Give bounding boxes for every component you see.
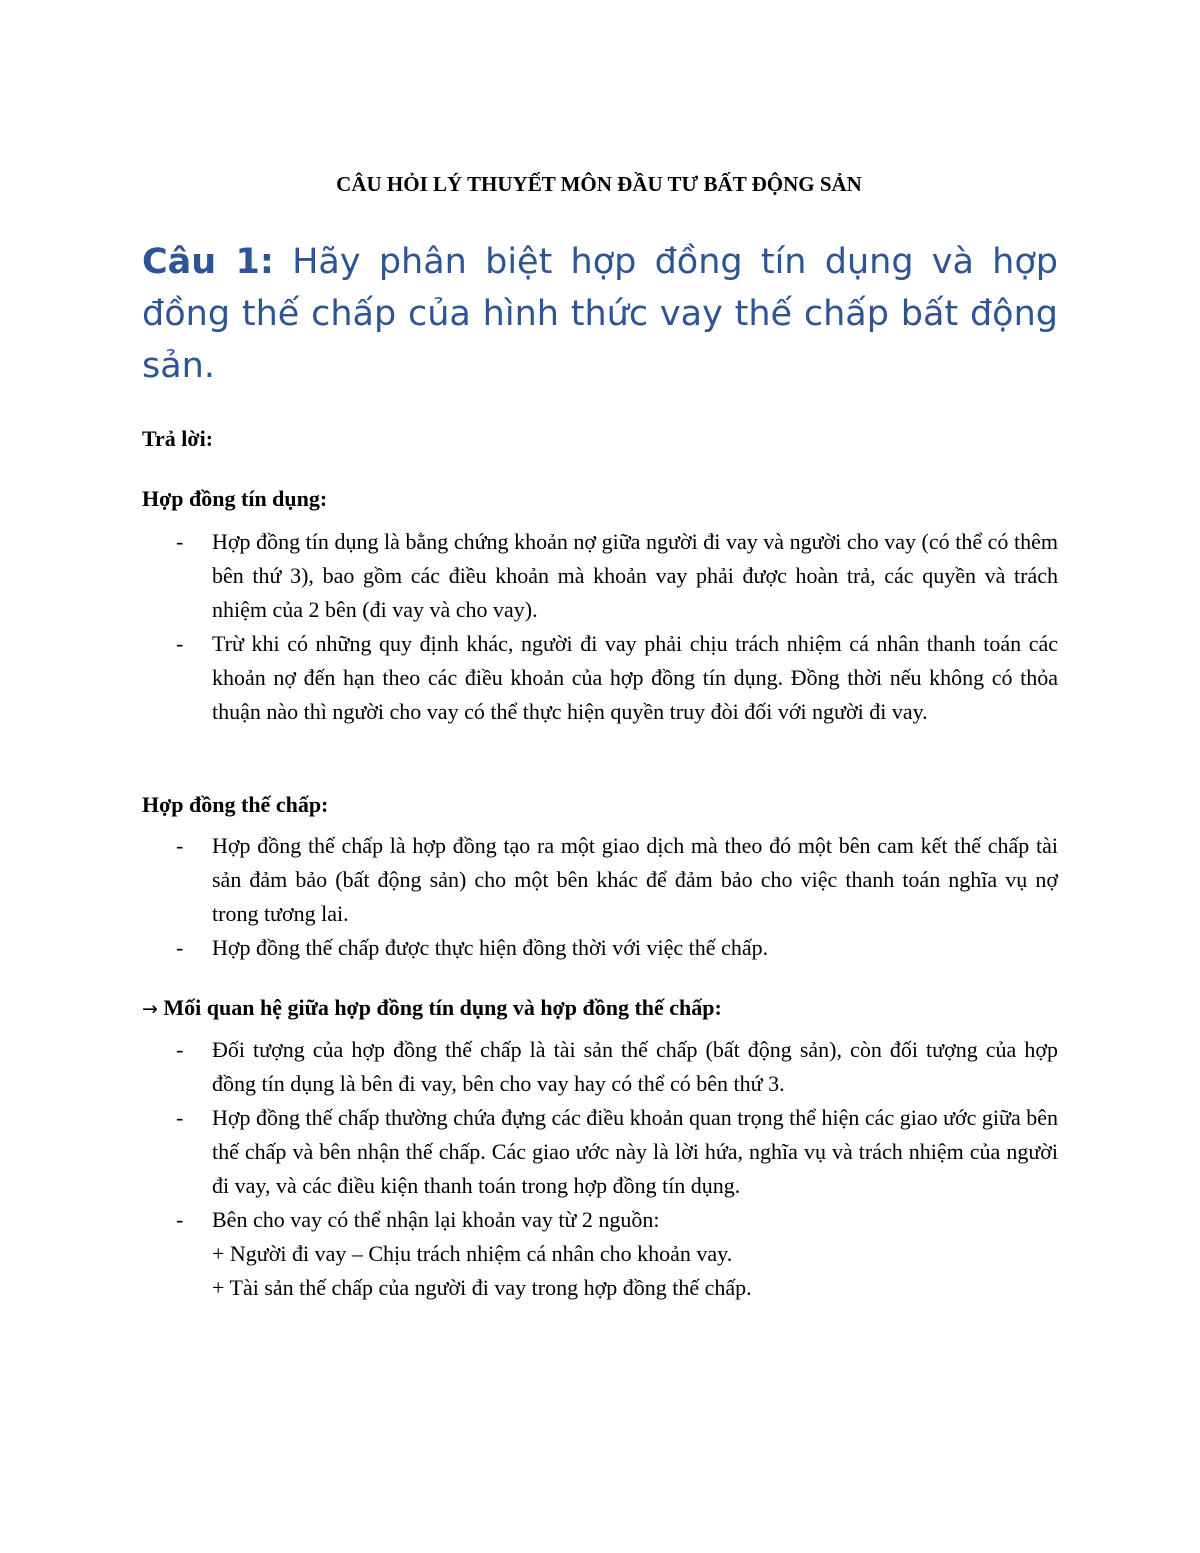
list-item-text: Hợp đồng tín dụng là bằng chứng khoản nợ giữa người đi vay và người cho vay (có thể có thêm bên thứ 3), bao gồm các điều khoản mà khoản vay phải được hoàn trả, các quyền và trách nhiệm của 2 bên (đi vay và cho vay). bbox=[212, 529, 1058, 622]
sub-item: + Tài sản thế chấp của người đi vay trong hợp đồng thế chấp. bbox=[212, 1275, 752, 1300]
bullet-dash: - bbox=[176, 1207, 184, 1232]
relationship-list bbox=[142, 1033, 1058, 1305]
mortgage-contract-list bbox=[142, 829, 1058, 965]
bullet-dash: - bbox=[176, 1105, 184, 1130]
list-item-text: Hợp đồng thế chấp là hợp đồng tạo ra một giao dịch mà theo đó một bên cam kết thế chấp tài sản đảm bảo (bất động sản) cho một bên khác để đảm bảo cho việc thanh toán nghĩa vụ nợ trong tương lai. bbox=[212, 833, 1058, 926]
list-item bbox=[142, 525, 1058, 627]
list-item-text: Hợp đồng thế chấp được thực hiện đồng thời với việc thế chấp. bbox=[212, 935, 769, 960]
arrow-right-icon: → bbox=[142, 998, 158, 1020]
list-item bbox=[142, 627, 1058, 729]
bullet-dash: - bbox=[176, 935, 184, 960]
credit-contract-list bbox=[142, 525, 1058, 729]
section-heading-credit-contract: Hợp đồng tín dụng: bbox=[142, 486, 328, 511]
section-heading-mortgage-contract: Hợp đồng thế chấp: bbox=[142, 792, 329, 817]
bullet-dash: - bbox=[176, 631, 184, 656]
list-item bbox=[142, 931, 1058, 965]
list-item-text: Bên cho vay có thể nhận lại khoản vay từ 2 nguồn: bbox=[212, 1207, 660, 1232]
section-heading-text: Mối quan hệ giữa hợp đồng tín dụng và hợp đồng thế chấp: bbox=[157, 995, 722, 1020]
sub-item: + Người đi vay – Chịu trách nhiệm cá nhân cho khoản vay. bbox=[212, 1241, 733, 1266]
list-item-text: Trừ khi có những quy định khác, người đi vay phải chịu trách nhiệm cá nhân thanh toán các khoản nợ đến hạn theo các điều khoản của hợp đồng tín dụng. Đồng thời nếu không có thỏa thuận nào thì người cho vay có thể thực hiện quyền truy đòi đối với người đi vay. bbox=[212, 631, 1058, 724]
bullet-dash: - bbox=[176, 1037, 184, 1062]
question-text: Hãy phân biệt hợp đồng tín dụng và hợp đồng thế chấp của hình thức vay thế chấp bất động sản. bbox=[142, 242, 1058, 386]
list-item bbox=[142, 1101, 1058, 1203]
list-item-text: Hợp đồng thế chấp thường chứa đựng các điều khoản quan trọng thể hiện các giao ước giữa bên thế chấp và bên nhận thế chấp. Các giao ước này là lời hứa, nghĩa vụ và trách nhiệm của người đi vay, và các điều kiện thanh toán trong hợp đồng tín dụng. bbox=[212, 1105, 1058, 1198]
question-label: Câu 1: bbox=[142, 242, 274, 282]
list-item bbox=[142, 829, 1058, 931]
list-item bbox=[142, 1033, 1058, 1101]
list-item bbox=[142, 1203, 1058, 1305]
question-heading bbox=[142, 236, 1058, 392]
answer-label: Trả lời: bbox=[142, 426, 214, 451]
bullet-dash: - bbox=[176, 529, 184, 554]
document-title: CÂU HỎI LÝ THUYẾT MÔN ĐẦU TƯ BẤT ĐỘNG SẢN bbox=[336, 172, 862, 196]
bullet-dash: - bbox=[176, 833, 184, 858]
list-item-text: Đối tượng của hợp đồng thế chấp là tài sản thế chấp (bất động sản), còn đối tượng của hợp đồng tín dụng là bên đi vay, bên cho vay hay có thể có bên thứ 3. bbox=[212, 1037, 1058, 1096]
section-heading-relationship bbox=[142, 993, 722, 1024]
